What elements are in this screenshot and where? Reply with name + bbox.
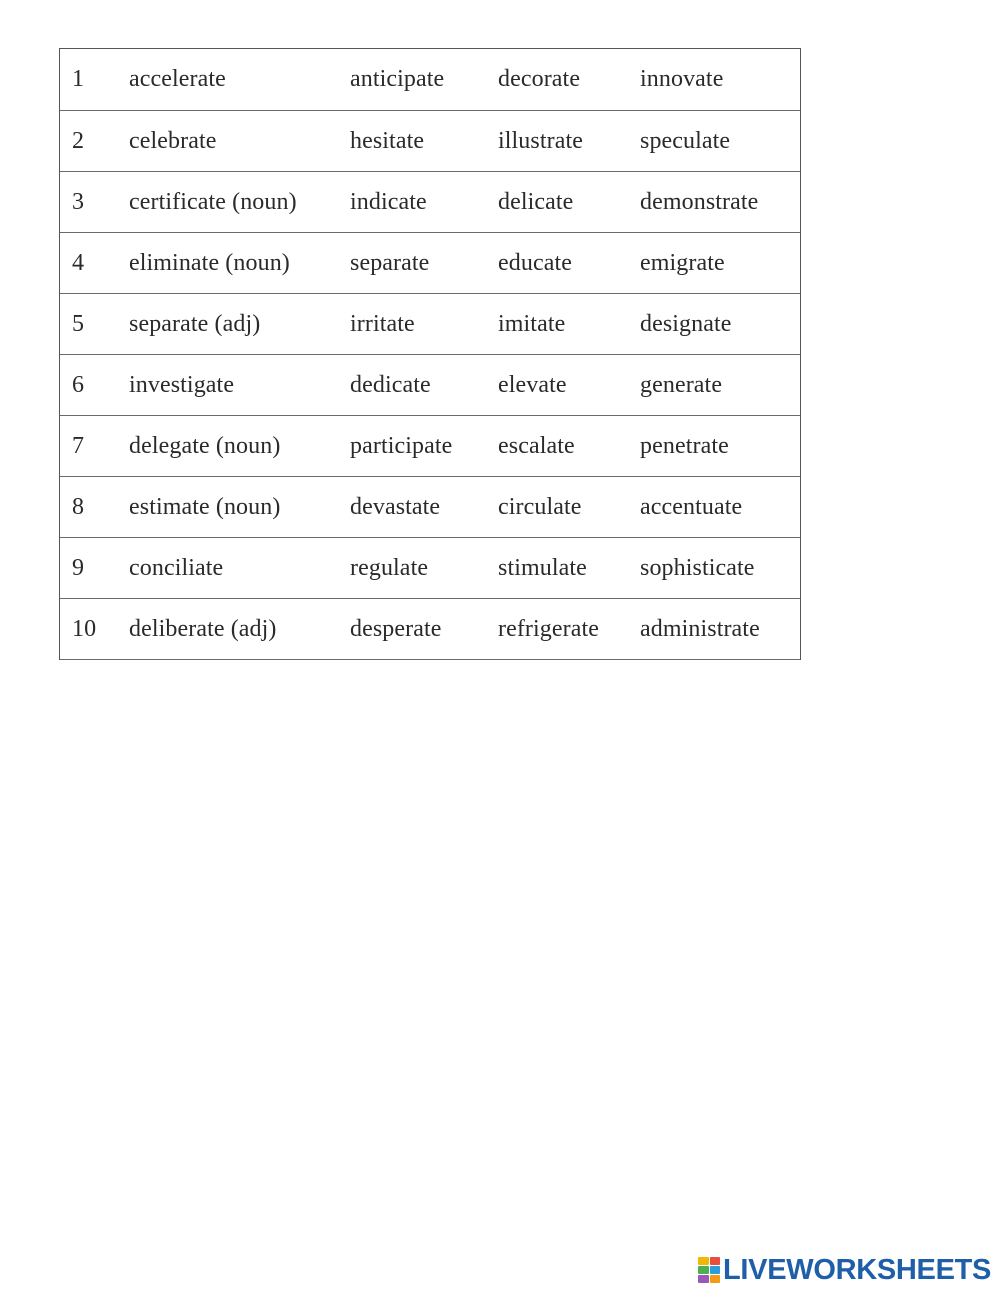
word-cell: innovate — [640, 66, 724, 92]
table-row — [60, 49, 800, 111]
word-cell: desperate — [350, 615, 442, 642]
table-row — [60, 477, 800, 538]
word-cell: celebrate — [129, 127, 217, 154]
word-cell: refrigerate — [498, 615, 600, 642]
word-cell: emigrate — [640, 249, 725, 276]
word-cell: regulate — [350, 554, 429, 581]
word-cell: delegate (noun) — [129, 432, 281, 459]
logo-text: LIVEWORKSHEETS — [723, 1253, 992, 1286]
word-cell: dedicate — [350, 371, 431, 398]
row-number: 8 — [72, 493, 85, 520]
word-cell: estimate (noun) — [129, 493, 281, 520]
logo-block — [710, 1266, 721, 1274]
word-cell: imitate — [498, 310, 566, 337]
table-row — [60, 172, 800, 233]
word-cell: educate — [498, 249, 572, 276]
row-number: 1 — [72, 66, 85, 92]
logo-block — [698, 1275, 709, 1283]
word-cell: accelerate — [129, 66, 226, 92]
word-cell: decorate — [498, 66, 581, 92]
word-cell: eliminate (noun) — [129, 249, 290, 276]
word-cell: accentuate — [640, 493, 743, 520]
row-number: 3 — [72, 188, 85, 215]
table-row — [60, 355, 800, 416]
row-number: 5 — [72, 310, 85, 337]
logo-block — [710, 1275, 721, 1283]
word-cell: demonstrate — [640, 188, 759, 215]
logo-block — [698, 1257, 709, 1265]
word-cell: illustrate — [498, 127, 583, 154]
word-cell: devastate — [350, 493, 441, 520]
table-row — [60, 111, 800, 172]
word-table — [59, 48, 801, 660]
row-number: 6 — [72, 371, 85, 398]
word-cell: speculate — [640, 127, 731, 154]
table-row — [60, 599, 800, 660]
liveworksheets-logo-icon — [698, 1257, 720, 1283]
word-cell: separate — [350, 249, 430, 276]
word-cell: elevate — [498, 371, 567, 398]
word-cell: hesitate — [350, 127, 425, 154]
row-number: 9 — [72, 554, 85, 581]
word-cell: anticipate — [350, 66, 445, 92]
word-cell: deliberate (adj) — [129, 615, 277, 642]
word-cell: administrate — [640, 615, 760, 642]
word-cell: generate — [640, 371, 723, 398]
word-cell: stimulate — [498, 554, 587, 581]
logo-block — [698, 1266, 709, 1274]
word-cell: escalate — [498, 432, 575, 459]
word-cell: circulate — [498, 493, 582, 520]
word-cell: investigate — [129, 371, 235, 398]
logo-block — [710, 1257, 721, 1265]
row-number: 10 — [72, 615, 97, 642]
row-number: 2 — [72, 127, 85, 154]
word-cell: participate — [350, 432, 453, 459]
word-cell: conciliate — [129, 554, 224, 581]
word-cell: delicate — [498, 188, 574, 215]
word-cell: separate (adj) — [129, 310, 261, 337]
table-row — [60, 416, 800, 477]
word-cell: indicate — [350, 188, 427, 215]
word-cell: designate — [640, 310, 732, 337]
table-row — [60, 538, 800, 599]
word-cell: certificate (noun) — [129, 188, 297, 215]
row-number: 4 — [72, 249, 85, 276]
liveworksheets-logo — [698, 1254, 991, 1286]
table-row — [60, 294, 800, 355]
word-cell: penetrate — [640, 432, 729, 459]
word-cell: sophisticate — [640, 554, 755, 581]
row-number: 7 — [72, 432, 85, 459]
table-row — [60, 233, 800, 294]
word-cell: irritate — [350, 310, 415, 337]
